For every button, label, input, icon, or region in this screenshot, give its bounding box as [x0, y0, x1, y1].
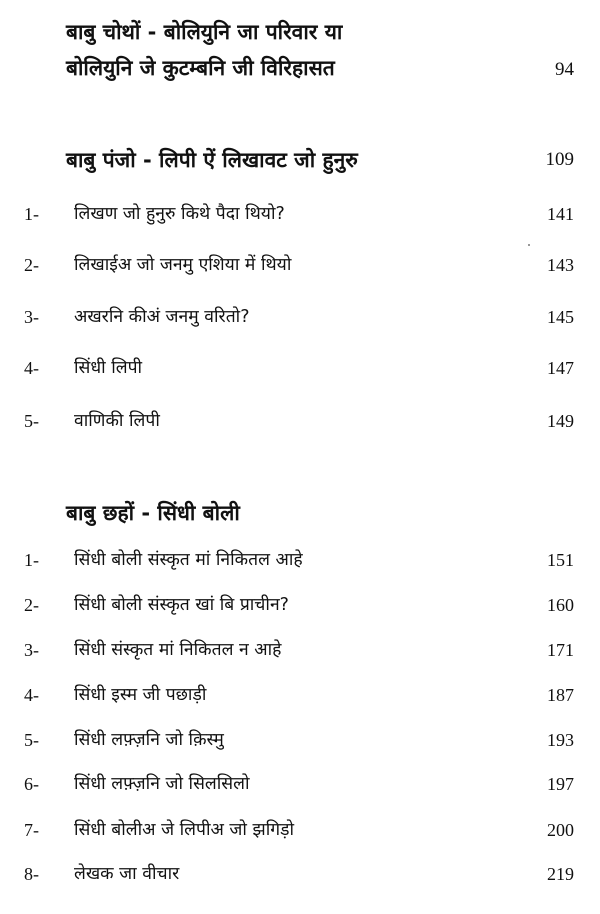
- entry-title: सिंधी इस्म जी पछाड़ी: [74, 685, 207, 705]
- toc-entry: [24, 679, 576, 711]
- entry-title: सिंधी बोली संस्कृत खां बि प्राचीन?: [74, 595, 289, 615]
- entry-title: सिंधी बोली संस्कृत मां निकितल आहे: [74, 550, 303, 570]
- entry-page-number: 187: [547, 685, 574, 705]
- entry-page-number: 193: [547, 730, 574, 750]
- entry-page-number: 197: [547, 774, 574, 794]
- entry-number: 4-: [24, 358, 39, 378]
- toc-entry: [24, 768, 576, 800]
- chapter-6-title: बाबु छहों - सिंधी बोली: [66, 501, 240, 525]
- chapter-4-page-number: 94: [555, 59, 574, 80]
- toc-entry: [24, 249, 576, 281]
- entry-page-number: 149: [547, 411, 574, 431]
- toc-entry: [24, 198, 576, 230]
- toc-entry: [24, 634, 576, 666]
- entry-title: अखरनि कीअं जनमु वरितो?: [74, 307, 250, 327]
- entry-page-number: 143: [547, 255, 574, 275]
- entry-number: 7-: [24, 820, 39, 840]
- toc-entry: [24, 589, 576, 621]
- entry-title: लिखाईअ जो जनमु एशिया में थियो: [74, 255, 292, 275]
- entry-title: सिंधी बोलीअ जे लिपीअ जो झगिड़ो: [74, 820, 295, 840]
- chapter-5-title: बाबु पंजो - लिपी ऐं लिखावट जो हुनुरु: [66, 148, 358, 172]
- entry-number: 2-: [24, 595, 39, 615]
- entry-number: 1-: [24, 204, 39, 224]
- entry-title: लेखक जा वीचार: [74, 864, 180, 884]
- toc-entry: [24, 858, 576, 890]
- entry-title: वाणिकी लिपी: [74, 411, 160, 431]
- entry-page-number: 151: [547, 550, 574, 570]
- entry-number: 5-: [24, 730, 39, 750]
- entry-title: सिंधी संस्कृत मां निकितल न आहे: [74, 640, 282, 660]
- entry-page-number: 145: [547, 307, 574, 327]
- toc-entry: [24, 814, 576, 846]
- toc-entry: [24, 724, 576, 756]
- entry-title: लिखण जो हुनुरु किथे पैदा थियो?: [74, 204, 285, 224]
- toc-entry: [24, 301, 576, 333]
- entry-title: सिंधी लफ़्ज़नि जो क़िस्मु: [74, 730, 224, 750]
- toc-entry: [24, 405, 576, 437]
- entry-number: 4-: [24, 685, 39, 705]
- entry-page-number: 171: [547, 640, 574, 660]
- entry-page-number: 141: [547, 204, 574, 224]
- entry-page-number: 219: [547, 864, 574, 884]
- entry-number: 6-: [24, 774, 39, 794]
- entry-page-number: 200: [547, 820, 574, 840]
- chapter-4-title-line-2: बोलियुनि जे कुटम्बनि जी विरिहासत: [66, 56, 335, 80]
- toc-entry: [24, 352, 576, 384]
- print-speck: [528, 244, 530, 246]
- chapter-5-page-number: 109: [545, 149, 574, 170]
- entry-page-number: 147: [547, 358, 574, 378]
- entry-number: 5-: [24, 411, 39, 431]
- entry-number: 2-: [24, 255, 39, 275]
- entry-number: 3-: [24, 640, 39, 660]
- entry-number: 3-: [24, 307, 39, 327]
- chapter-4-title-line-1: बाबु चोथों - बोलियुनि जा परिवार या: [66, 20, 343, 44]
- entry-number: 8-: [24, 864, 39, 884]
- entry-title: सिंधी लिपी: [74, 358, 143, 378]
- entry-page-number: 160: [547, 595, 574, 615]
- toc-entry: [24, 544, 576, 576]
- entry-number: 1-: [24, 550, 39, 570]
- entry-title: सिंधी लफ़्ज़नि जो सिलसिलो: [74, 774, 250, 794]
